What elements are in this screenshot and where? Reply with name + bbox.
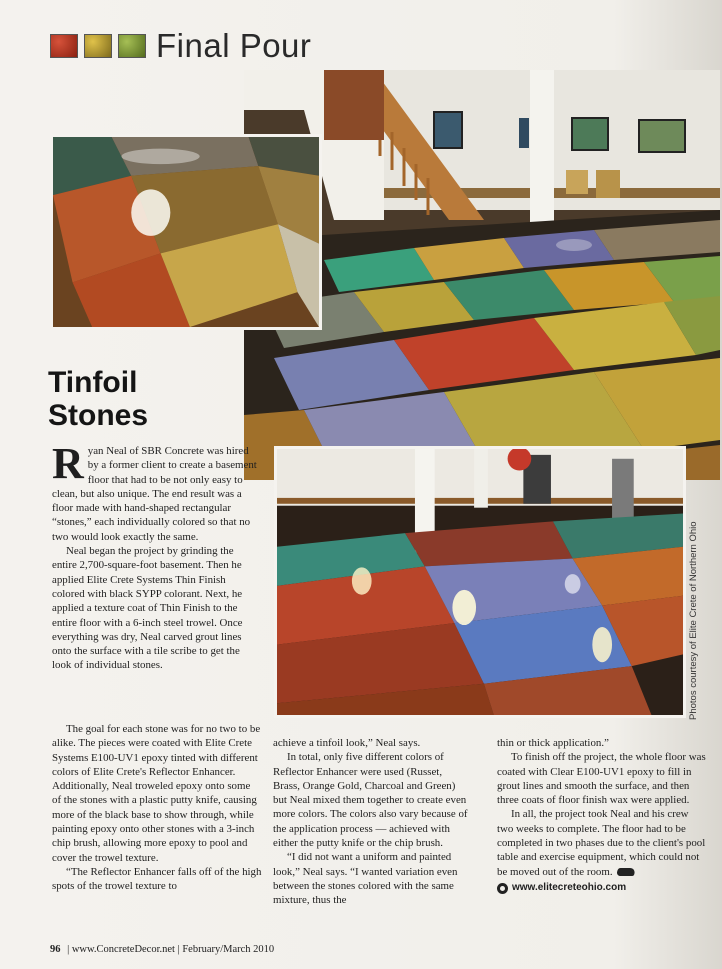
paragraph-7: To finish off the project, the whole floor was coated with Clear E100-UV1 epoxy to fill in grout lines and smooth the surface, and then three coats of floor finish wax were applied. [497, 751, 706, 807]
paragraph-1-text: yan Neal of SBR Concrete was hired by a former client to create a basement floor that had to be not only easy to clean, but also unique. The end result was a floor made with hand-shaped rectangular “stones,” each individually colored so that no two would look exactly the same. [52, 445, 257, 543]
article-column-3 [497, 736, 707, 895]
article-column-2 [273, 736, 471, 908]
photo-credit: Photos courtesy of Elite Crete of Northern Ohio [688, 521, 699, 720]
paragraph-6: “I did not want a uniform and painted look,” Neal says. “I wanted variation even between the stones colored with the same mixture, thus the [273, 851, 458, 907]
paragraph-5: In total, only five different colors of Reflector Enhancer were used (Russet, Brass, Orange Gold, Charcoal and Green) but Neal mixed them together to create even more colors. The colors also vary because of the application process — achieved with either the putty knife or the chip brush. [273, 751, 468, 850]
paragraph-8 [497, 807, 707, 878]
section-title: Final Pour [156, 27, 312, 64]
page-number: 96 [50, 944, 61, 955]
paragraph-1 [52, 439, 258, 544]
green-stone-square-icon [118, 34, 146, 58]
paragraph-8-text: In all, the project took Neal and his crew two weeks to complete. The floor had to be completed in two phases due to the client's pool table and exercise equipment, which could not be moved out of the room. [497, 808, 706, 878]
paragraph-3: The goal for each stone was for no two to be alike. The pieces were coated with Elite Crete Systems E100-UV1 epoxy tinted with different colors of Elite Crete's Reflector Enhancer. Additionally, Neal troweled epoxy onto some of the stones with a plastic putty knife, causing more of the black base to show through, while painting epoxy onto other stones with a 3-inch chip brush, allowing more epoxy to pool and cover the trowel texture. [52, 723, 261, 864]
headline-line-2: Stones [48, 399, 149, 432]
section-header [50, 28, 311, 64]
paragraph-4-continued: achieve a tinfoil look,” Neal says. [273, 737, 421, 749]
globe-icon [497, 883, 508, 894]
website-link[interactable] [497, 881, 707, 895]
end-mark-icon [615, 868, 636, 876]
paragraph-4: “The Reflector Enhancer falls off of the high spots of the trowel texture to [52, 865, 262, 893]
page-footer [50, 944, 274, 955]
website-text[interactable]: www.elitecreteohio.com [512, 881, 627, 893]
headline-line-1: Tinfoil [48, 366, 138, 399]
paragraph-6-continued: thin or thick application.” [497, 737, 609, 749]
footer-text: | www.ConcreteDecor.net | February/March 2010 [67, 944, 275, 955]
red-stone-square-icon [50, 34, 78, 58]
exercise-room-floor-photo [274, 446, 686, 718]
gold-stone-square-icon [84, 34, 112, 58]
paragraph-2: Neal began the project by grinding the entire 2,700-square-foot basement. Then he applied Elite Crete Systems Thin Finish colored with black SYPP colorant. Next, he applied a texture coat of Thin Finish to the entire floor with a 6-inch steel trowel. Once everything was dry, Neal carved grout lines onto the surface with a tile scribe to get the look of individual stones. [52, 545, 243, 672]
drop-cap: R [52, 439, 84, 488]
stone-closeup-photo [50, 134, 322, 330]
article-column-1-lower [52, 722, 262, 894]
article-headline [48, 366, 248, 432]
article-column-1 [52, 439, 258, 673]
